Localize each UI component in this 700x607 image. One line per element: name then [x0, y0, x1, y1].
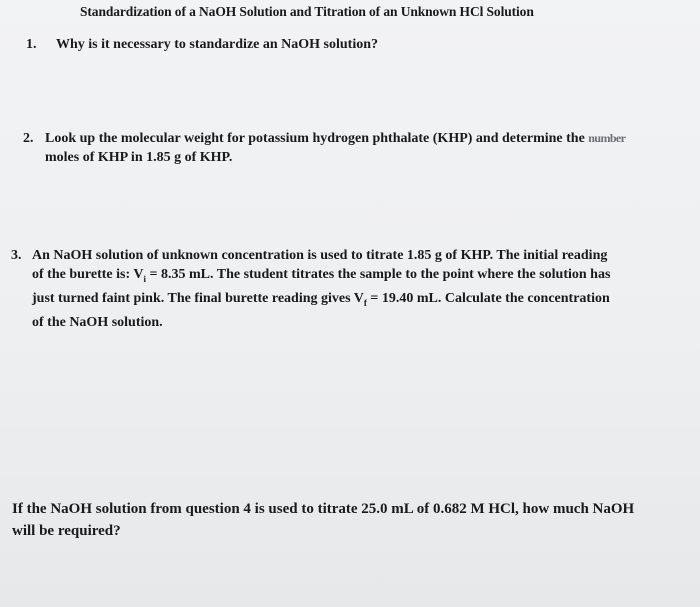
question-number: 2. [23, 131, 34, 146]
question-line-text: just turned faint pink. The final burette reading gives [32, 290, 351, 306]
question-text [32, 246, 610, 332]
faded-word: number [588, 131, 626, 145]
question-text [56, 35, 378, 54]
question-line: If the NaOH solution from question 4 is used to titrate 25.0 mL of 0.682 M HCl, how much NaOH [12, 501, 635, 517]
question-line-text: = 19.40 mL. Calculate the concentration [370, 290, 610, 306]
question-line: will be required? [12, 523, 121, 539]
question-line: moles of KHP in 1.85 g of KHP. [45, 150, 233, 165]
question-line-text: = 8.35 mL. The student titrates the sample to the point where the solution has [149, 267, 611, 282]
question-number: 1. [26, 37, 37, 52]
question-line: of the NaOH solution. [32, 314, 163, 330]
question-line [45, 129, 625, 148]
question-line: An NaOH solution of unknown concentration is used to titrate 1.85 g of KHP. The initial reading [32, 248, 608, 263]
final-volume-symbol: $V_f$ [353, 290, 367, 308]
page-title: Standardization of a NaOH Solution and Titration of an Unknown HCl Solution [80, 4, 534, 19]
question-line: Why is it necessary to standardize an NaOH solution? [56, 37, 379, 52]
question-line [32, 289, 610, 313]
question-number: 3. [11, 248, 22, 263]
question-line-text: of the burette is: [32, 267, 131, 282]
question-line [32, 265, 610, 289]
question-line-text: Look up the molecular weight for potassium hydrogen phthalate (KHP) and determine the [45, 131, 585, 146]
question-text [45, 129, 625, 167]
question-4 [12, 498, 634, 542]
initial-volume-symbol: $V_i$ [133, 267, 146, 284]
